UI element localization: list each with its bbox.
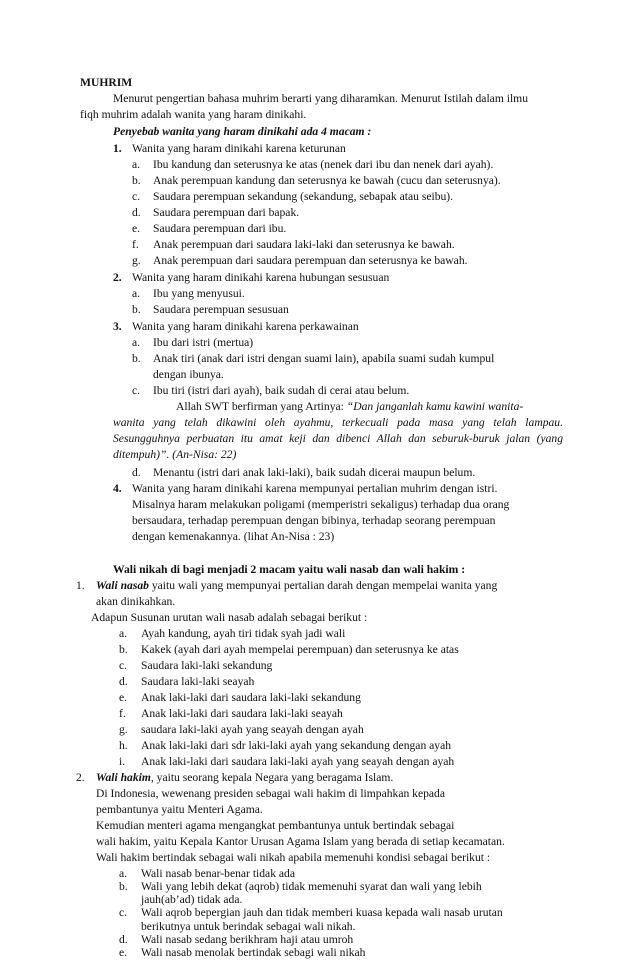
wali-nasab-item-text: saudara laki-laki ayah yang seayah dengan ayah <box>141 723 364 736</box>
wali-nasab-item-text: Anak laki-laki dari sdr laki-laki ayah yang sekandung dengan ayah <box>141 739 452 752</box>
cause-3-item-text: Ibu tiri (istri dari ayah), baik sudah di cerai atau belum. <box>153 384 410 397</box>
cause-3-number: 3. <box>113 320 122 333</box>
cause-1-number: 1. <box>113 142 122 155</box>
cause-2-item-letter: a. <box>132 287 141 300</box>
cause-3-item-text-cont: dengan ibunya. <box>153 368 224 381</box>
wali-nasab-item-letter: i. <box>119 755 126 768</box>
wali-hakim-item-text: Wali aqrob bepergian jauh dan tidak memberi kuasa kepada wali nasab urutan <box>141 906 503 920</box>
cause-1-item-letter: d. <box>132 206 141 219</box>
wali-nasab-item-letter: f. <box>119 707 126 720</box>
quote-text: “Dan janganlah kamu kawini wanita- <box>346 400 524 413</box>
wali-hakim-line-6: Wali hakim bertindak sebagai wali nikah apabila memenuhi kondisi sebagai berikut : <box>96 851 491 864</box>
cause-4-line-4: dengan kemenakannya. (lihat An-Nisa : 23) <box>132 530 335 543</box>
wali-nasab-item-letter: g. <box>119 723 128 736</box>
wali-hakim-item-letter: e. <box>119 945 128 959</box>
cause-1-item-text: Anak perempuan dari saudara laki-laki dan seterusnya ke bawah. <box>153 238 455 251</box>
wali-hakim-item-letter: b. <box>119 880 128 894</box>
wali-nasab-item-text: Saudara laki-laki seayah <box>141 675 255 688</box>
cause-3-item-text: Ibu dari istri (mertua) <box>153 336 254 349</box>
wali-hakim-item-letter: c. <box>119 906 128 920</box>
wali-nasab-item-letter: b. <box>119 643 128 656</box>
quote-line-4: ditempuh)”. (An-Nisa: 22) <box>113 448 237 461</box>
cause-2-number: 2. <box>113 271 122 284</box>
wali-nasab-item-letter: e. <box>119 691 128 704</box>
intro-line-2: fiqh muhrim adalah wanita yang haram dinikahi. <box>80 108 307 121</box>
wali-heading: Wali nikah di bagi menjadi 2 macam yaitu wali nasab dan wali hakim : <box>113 563 466 576</box>
wali-hakim-item-text-cont: jauh(ab’ad) tidak ada. <box>141 893 243 907</box>
cause-2-item-letter: b. <box>132 303 141 316</box>
cause-1-item-letter: f. <box>132 238 139 251</box>
cause-3-text: Wanita yang haram dinikahi karena perkawainan <box>132 320 359 333</box>
wali-nasab-item-text: Saudara laki-laki sekandung <box>141 659 273 672</box>
cause-4-line-2: Misalnya haram melakukan poligami (memperistri sekaligus) terhadap dua orang <box>132 498 510 511</box>
wali-hakim-item-text: Wali nasab sedang berikhram haji atau umroh <box>141 932 354 946</box>
cause-1-item-text: Saudara perempuan dari ibu. <box>153 222 287 235</box>
cause-3-item-text: Anak tiri (anak dari istri dengan suami lain), apabila suami sudah kumpul <box>153 352 495 365</box>
cause-1-text: Wanita yang haram dinikahi karena keturunan <box>132 142 346 155</box>
cause-1-item-text: Ibu kandung dan seterusnya ke atas (nenek dari ibu dan nenek dari ayah). <box>153 158 494 171</box>
wali-nasab-item-text: Anak laki-laki dari saudara laki-laki ayah yang seayah dengan ayah <box>141 755 455 768</box>
cause-1-item-letter: g. <box>132 254 141 267</box>
quote-line-2: wanita yang telah dikawini oleh ayahmu, terkecuali pada masa yang telah lampau. <box>113 416 563 429</box>
intro-line-1: Menurut pengertian bahasa muhrim berarti yang diharamkan. Menurut Istilah dalam ilmu <box>113 92 528 105</box>
cause-1-item-text: Saudara perempuan dari bapak. <box>153 206 300 219</box>
wali-nasab-term: Wali nasab <box>96 579 149 592</box>
wali-hakim-line-4: Kemudian menteri agama mengangkat pembantunya untuk bertindak sebagai <box>96 819 455 832</box>
wali-hakim-item-text: Wali yang lebih dekat (aqrob) tidak memenuhi syarat dan wali yang lebih <box>141 880 482 894</box>
cause-2-item-text: Ibu yang menyusui. <box>153 287 245 300</box>
document-title: MUHRIM <box>80 76 133 89</box>
wali-nasab-number: 1. <box>76 579 85 592</box>
wali-hakim-line-5: wali hakim, yaitu Kepala Kantor Urusan Agama Islam yang berada di setiap kecamatan. <box>96 835 505 848</box>
wali-nasab-item-text: Anak laki-laki dari saudara laki-laki seayah <box>141 707 343 720</box>
cause-4-line-1: Wanita yang haram dinikahi karena mempunyai pertalian muhrim dengan istri. <box>132 482 498 495</box>
quote-line-1 <box>176 399 523 415</box>
cause-1-item-text: Anak perempuan dari saudara perempuan dan seterusnya ke bawah. <box>153 254 468 267</box>
wali-nasab-item-letter: d. <box>119 675 128 688</box>
cause-1-item-letter: c. <box>132 190 141 203</box>
wali-nasab-line-1 <box>96 578 497 594</box>
wali-nasab-item-text: Anak laki-laki dari saudara laki-laki sekandung <box>141 691 361 704</box>
wali-hakim-line-1 <box>96 770 393 786</box>
penyebab-heading: Penyebab wanita yang haram dinikahi ada 4 macam : <box>113 125 372 138</box>
wali-nasab-line-2: akan dinikahkan. <box>96 595 176 608</box>
wali-nasab-susunan: Adapun Susunan urutan wali nasab adalah sebagai berikut : <box>91 611 368 624</box>
wali-nasab-item-letter: h. <box>119 739 128 752</box>
cause-2-text: Wanita yang haram dinikahi karena hubungan sesusuan <box>132 271 390 284</box>
wali-hakim-item-letter: a. <box>119 867 128 880</box>
cause-3-item-text: Menantu (istri dari anak laki-laki), baik sudah dicerai maupun belum. <box>153 466 476 479</box>
wali-hakim-item-text: Wali nasab benar-benar tidak ada <box>141 867 295 880</box>
wali-hakim-line-2: Di Indonesia, wewenang presiden sebagai wali hakim di limpahkan kepada <box>96 787 445 800</box>
wali-hakim-item-text-cont: berikutnya untuk berindak sebagai wali nikah. <box>141 919 356 933</box>
wali-nasab-item-letter: a. <box>119 627 128 640</box>
cause-3-item-letter: b. <box>132 352 141 365</box>
wali-hakim-term: Wali hakim <box>96 771 151 784</box>
quote-intro: Allah SWT berfirman yang Artinya: <box>176 400 347 413</box>
cause-1-item-text: Anak perempuan kandung dan seterusnya ke bawah (cucu dan seterusnya). <box>153 174 501 187</box>
cause-1-item-letter: a. <box>132 158 141 171</box>
wali-hakim-item-letter: d. <box>119 932 128 946</box>
cause-4-number: 4. <box>113 482 122 495</box>
wali-hakim-number: 2. <box>76 771 85 784</box>
wali-hakim-definition: , yaitu seorang kepala Negara yang beragama Islam. <box>150 771 394 784</box>
wali-hakim-line-3: pembantunya yaitu Menteri Agama. <box>96 803 263 816</box>
cause-1-item-letter: e. <box>132 222 141 235</box>
wali-nasab-item-letter: c. <box>119 659 128 672</box>
cause-3-item-letter: d. <box>132 466 141 479</box>
cause-1-item-letter: b. <box>132 174 141 187</box>
cause-1-item-text: Saudara perempuan sekandung (sekandung, sebapak atau seibu). <box>153 190 454 203</box>
quote-line-3: Sesungguhnya perbuatan itu amat keji dan dibenci Allah dan seburuk-buruk jalan (yang <box>113 432 563 445</box>
cause-4-line-3: bersaudara, terhadap perempuan dengan bibinya, terhadap seorang perempuan <box>132 514 496 527</box>
wali-nasab-item-text: Ayah kandung, ayah tiri tidak syah jadi wali <box>141 627 346 640</box>
wali-nasab-item-text: Kakek (ayah dari ayah mempelai perempuan) dan seterusnya ke atas <box>141 643 459 656</box>
cause-3-item-letter: a. <box>132 336 141 349</box>
wali-hakim-item-text: Wali nasab menolak bertindak sebagi wali nikah <box>141 945 366 959</box>
cause-3-item-letter: c. <box>132 384 141 397</box>
cause-2-item-text: Saudara perempuan sesusuan <box>153 303 289 316</box>
wali-nasab-definition: yaitu wali yang mempunyai pertalian darah dengan mempelai wanita yang <box>148 579 498 592</box>
